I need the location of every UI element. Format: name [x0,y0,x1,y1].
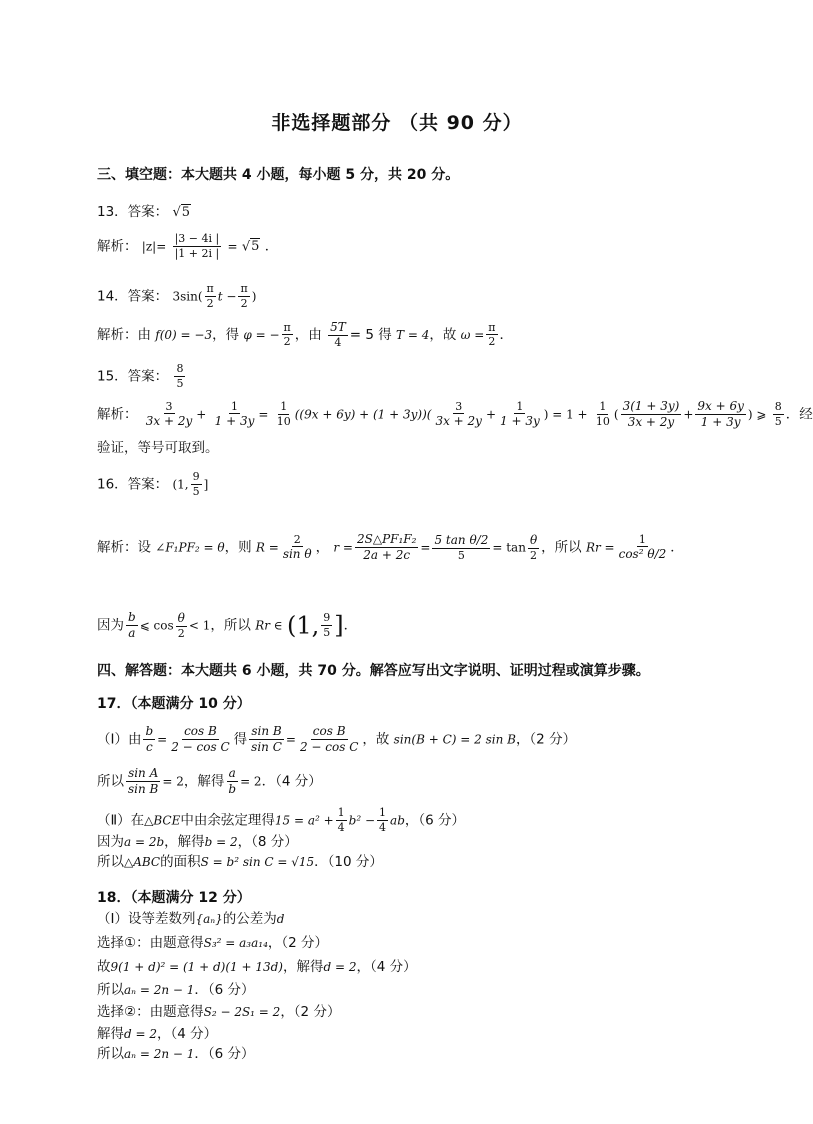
q17-line2: 所以 $\frac{\text{sin A}}{\text{sin B}}$ = 2，解得 $\frac{a}{b}$ = 2．（4 分） [97,766,322,796]
q18-line6: 解得d = 2，（4 分） [97,1026,218,1042]
q17-line1: （Ⅰ）由 $\frac{b}{c}$ = $\frac{\text{cos B}}{\text{2 − cos C}}$ 得 $\frac{\text{sin B}}{\text{sin C}}$ = $\frac{\text{cos B}}{\text{2 − cos C}}$ ，故 sin(B + C) = 2 sin B，（2 分） [97,724,577,754]
analysis-label: 解析：设 [97,539,151,556]
q16-answer: 16．答案： (1, $\frac{9}{5}$ ] [97,470,209,498]
analysis-label: 解析： [97,406,138,423]
analysis-label: 解析： [97,238,138,255]
answer-label: 14．答案： [97,288,169,305]
q18-line4: 所以aₙ = 2n − 1．（6 分） [97,982,255,998]
answer-label: 16．答案： [97,476,169,493]
section-4-heading: 四、解答题：本大题共 6 小题，共 70 分。解答应写出文字说明、证明过程或演算步骤。 [97,663,650,679]
q16-analysis: 解析：设 ∠F₁PF₂ = θ，则 R = $\frac{2}{\text{sin θ}}$ ， r = $\frac{\text{2S△PF₁F₂}}{2a + 2c}$ = $\frac{\text{5 tan θ/2}}{5}$ = tan $\frac{\theta}{2}$ ，所以 Rr = $\frac{1}{\text{cos² θ/2}}$ ． [97,532,684,562]
q16-analysis-line2: 因为 $\frac{b}{a}$ ⩽ cos $\frac{\theta}{2}$ < 1，所以 Rr ∈ (1, $\frac{9}{5}$ ]． [97,610,358,640]
q18-line3: 故9(1 + d)² = (1 + d)(1 + 13d)，解得d = 2，（4 分） [97,959,417,975]
q18-line1: （Ⅰ）设等差数列{aₙ}的公差为d [97,911,285,927]
q14-answer: 14．答案： 3sin( $\frac{\pi}{2}$ t − $\frac{\pi}{2}$ ) [97,282,257,310]
q17-header: 17．（本题满分 10 分） [97,696,251,712]
q15-analysis: 解析： $\frac{3}{3x + 2y}$ + $\frac{1}{1 + 3y}$ = $\frac{1}{10}$ ((9x + 6y) + (1 + 3y))( $\frac{3}{3x + 2y}$ + $\frac{1}{1 + 3y}$ ) = 1 + $\frac{1}{10}$ ( $\frac{3(1 + 3y)}{3x + 2y}$ + $\frac{9x + 6y}{1 + 3y}$ ) ⩾ $\frac{8}{5}$ ．经 [97,399,813,429]
q18-line7: 所以aₙ = 2n − 1．（6 分） [97,1046,255,1062]
fraction: $\frac{|3 - 4i |}{|1 + 2i |}$ [174,232,220,260]
q13-answer [97,206,191,220]
q14-analysis: 解析：由 f(0) = −3，得 φ = − $\frac{\pi}{2}$ ，由 $\frac{5T}{4}$ = 5 得 T = 4，故 ω = $\frac{\pi}{2}$ ． [97,320,514,349]
q17-line4: 因为a = 2b，解得b = 2，（8 分） [97,834,298,850]
q15-analysis-line2: 验证，等号可取到。 [97,440,219,456]
sqrt-expr: √5 [172,205,191,220]
q15-answer: 15．答案： $\frac{8}{5}$ [97,362,184,390]
section-3-heading: 三、填空题：本大题共 4 小题，每小题 5 分，共 20 分。 [97,167,460,183]
answer-label: 13．答案： [97,204,169,220]
page-title: 非选择题部分 （共 90 分） [271,112,523,134]
q18-header: 18．（本题满分 12 分） [97,890,251,906]
q18-line2: 选择①：由题意得S₃² = a₃a₁₄，（2 分） [97,935,329,951]
q18-line5: 选择②：由题意得S₂ − 2S₁ = 2，（2 分） [97,1004,341,1020]
q17-line3: （Ⅱ）在△BCE中由余弦定理得15 = a² + $\frac{1}{4}$ b² − $\frac{1}{4}$ ab，（6 分） [97,806,466,834]
answer-label: 15．答案： [97,368,169,385]
q17-line5: 所以△ABC的面积S = b² sin C = √15．（10 分） [97,854,383,870]
q13-analysis: 解析： |z|= $\frac{|3 - 4i |}{|1 + 2i |}$ = √5 ． [97,232,279,260]
analysis-label: 解析：由 [97,326,151,343]
